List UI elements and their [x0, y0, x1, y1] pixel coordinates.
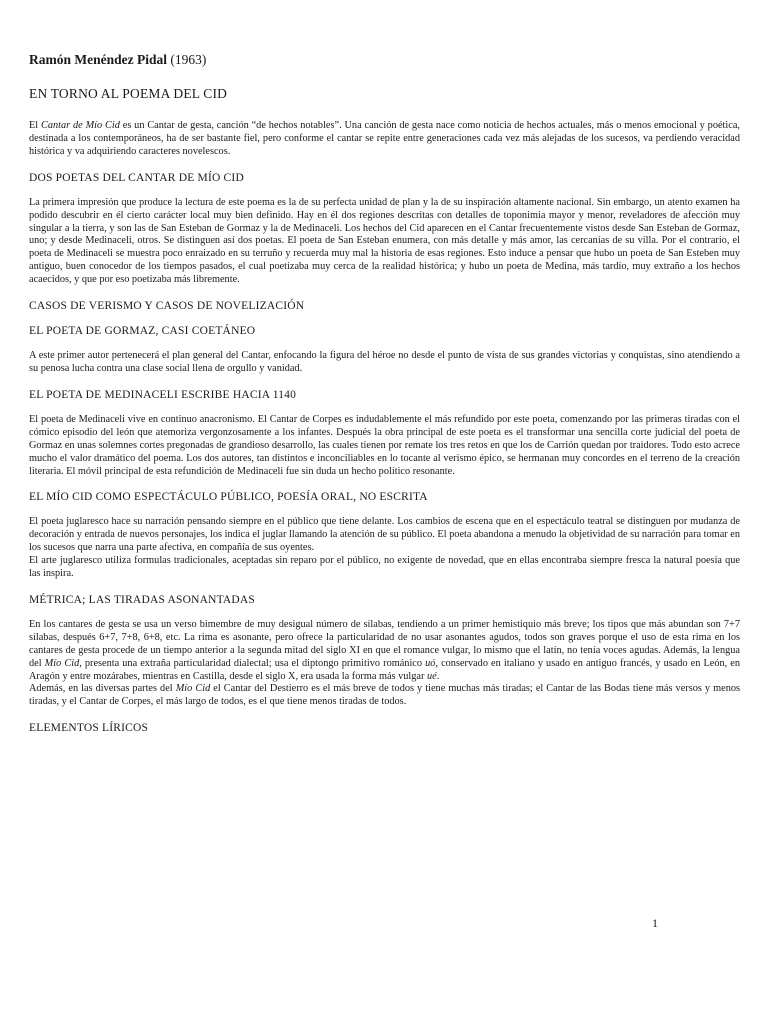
- paragraph: [29, 619, 740, 684]
- text-run: , conservado en italiano y usado en antiguo francés, y usado en León, en Aragón y entre mozárabes, mientras en Castilla, desde el siglo X, era usada la forma más vulgar: [29, 657, 741, 682]
- paragraph: A este primer autor pertenecerá el plan general del Cantar, enfocando la figura del héroe no desde el punto de vista de sus grandes victorias y conquistas, sino atendiendo a su penosa lucha contra una clase social llena de orgullo y vanidad.: [29, 350, 740, 374]
- intro-paragraph: [29, 120, 740, 159]
- section-heading-metrica: MÉTRICA; LAS TIRADAS ASONANTADAS: [29, 593, 256, 606]
- text-run: En los cantares de gesta se usa un verso bimembre de muy desigual número de sílabas, tendiendo a un primer hemistiquio más breve; los tipos que más abundan son 7+7 sílabas, después 6+7, 7+8, 6+8, etc. La rima es asonante, pero ofrece la particularidad de no usar asonantes agudos, todos son graves porque el uso de esta rima en los cantares de gesta procede de un tiempo anterior a la segunda mitad del siglo XI en que el romance vulgar, lo mismo que el latín, no tenía voces agudas. Además, la lengua del: [29, 618, 740, 669]
- text-run: El: [29, 120, 41, 131]
- paragraph: El poeta de Medinaceli vive en continuo anacronismo. El Cantar de Corpes es indudablemente el más refundido por este poeta, comenzando por las primeras tiradas con el cómico episodio del león que atemoriza vergonzosamente a los infantes. Después la obra principal de este poeta es el transformar una sencilla corte judicial del poeta de Gormaz en unas solemnes cortes pregonadas de grandioso desarrollo, las cuales tienen por remate los tres retos en que los de Carrión quedan por traidores. Todo esto acrece mucho el valor dramático del poema. Los dos autores, tan distintos e inconciliables en lo tocante al verismo épico, se hermanan muy concordes en el terreno de la creación literaria. El móvil principal de esta refundición de Medinaceli fue sin duda un hecho político resonante.: [29, 413, 740, 477]
- italic-title: Mío Cid: [44, 657, 80, 669]
- paragraph: El poeta juglaresco hace su narración pensando siempre en el público que tiene delante. Los cambios de escena que en el espectáculo teatral se distinguen por mudanza de decoración y entrada de nuevos personajes, los indica el juglar llamando la atención de su público. El poeta abandona a menudo la objetividad de su narración para tomar en los sucesos que narra una parte afectiva, en compañía de sus oyentes.: [29, 516, 740, 554]
- author-line: [29, 52, 740, 68]
- italic-title: Mío Cid: [175, 683, 211, 695]
- text-run: es un Cantar de gesta, canción “de hechos notables”. Una canción de gesta nace como noticia de hechos actuales, más o menos emocional y poética, destinada a los contemporáneos, ha de ser bastante fiel, pero conforme el cantar se repite entre generaciones cada vez más alejadas de los sucesos, va perdiendo veracidad histórica y va adquiriendo caracteres novelescos.: [29, 120, 740, 157]
- author-name: Ramón Menéndez Pidal: [29, 52, 167, 67]
- paragraph: La primera impresión que produce la lectura de este poema es la de su perfecta unidad de plan y la de su inspiración altamente nacional. Sin embargo, un atento examen ha podido descubrir en él cierto carácter local muy bien definido. Hay en él dos regiones descritas con detalles de toponimia mayor y menor, reveladores de afección muy singular a la tierra, y son las de San Esteban de Gormaz y la de Medinaceli. Los hechos del Cid aparecen en el Cantar frecuentemente vistos desde San Esteban de Gormaz, uno; y desde Medinaceli, otros. Se distinguen así dos poetas. El poeta de San Esteban enumera, con más detalle y más amor, las cercanías de su villa. Por el contrario, el poeta de Medinaceli se muestra poco enraizado en su terruño y recuerda muy mal la historia de esas regiones. Esto induce a pensar que hubo un poeta de San Esteben muy antiguo, buen conocedor de los tiempos pasados, el cual poetizaba muy cerca de la realidad histórica; y hubo un poeta de Medina, más tardío, muy extraño a los hechos acaecidos, y que por eso poetizaba más libremente.: [29, 196, 740, 286]
- section-espectaculo: [29, 516, 740, 581]
- section-heading-gormaz: EL POETA DE GORMAZ, CASI COETÁNEO: [29, 325, 256, 338]
- document-page: [29, 52, 740, 747]
- italic-word: ué: [427, 670, 437, 682]
- text-run: , presenta una extraña particularidad dialectal; usa el diptongo primitivo románico: [79, 657, 426, 669]
- section-dos-poetas: [29, 197, 740, 287]
- section-metrica: [29, 619, 740, 709]
- section-heading-medinaceli: EL POETA DE MEDINACELI ESCRIBE HACIA 1140: [29, 388, 297, 401]
- page-number: 1: [652, 916, 658, 930]
- section-medinaceli: [29, 414, 740, 479]
- document-title: EN TORNO AL POEMA DEL CID: [29, 86, 228, 101]
- section-heading-dos-poetas: DOS POETAS DEL CANTAR DE MÍO CID: [29, 171, 244, 184]
- text-run: Además, en las diversas partes del: [29, 683, 176, 695]
- paragraph: El arte juglaresco utiliza formulas tradicionales, aceptadas sin reparo por el público, no exigente de novedad, que en ellas encontraba siempre fresca la natural poesía que las inspira.: [29, 555, 740, 580]
- publication-year: (1963): [170, 52, 207, 67]
- section-heading-verismo: CASOS DE VERISMO Y CASOS DE NOVELIZACIÓN: [29, 300, 305, 313]
- section-heading-espectaculo: EL MÍO CID COMO ESPECTÁCULO PÚBLICO, POESÍA ORAL, NO ESCRITA: [29, 491, 428, 504]
- text-run: el Cantar del Destierro es el más breve de todos y tiene muchas más tiradas; el Cantar de las Bodas tiene más versos y menos tiradas, y el Cantar de Corpes, el más largo de todos, es el que tiene menos tiradas de todos.: [29, 683, 740, 708]
- text-run: .: [436, 670, 440, 682]
- italic-title: Cantar de Mío Cid: [41, 120, 120, 131]
- section-heading-liricos: ELEMENTOS LÍRICOS: [29, 722, 149, 735]
- section-gormaz: [29, 350, 740, 376]
- italic-word: uó: [425, 657, 436, 669]
- intro-section: [29, 120, 740, 159]
- paragraph: [29, 683, 740, 709]
